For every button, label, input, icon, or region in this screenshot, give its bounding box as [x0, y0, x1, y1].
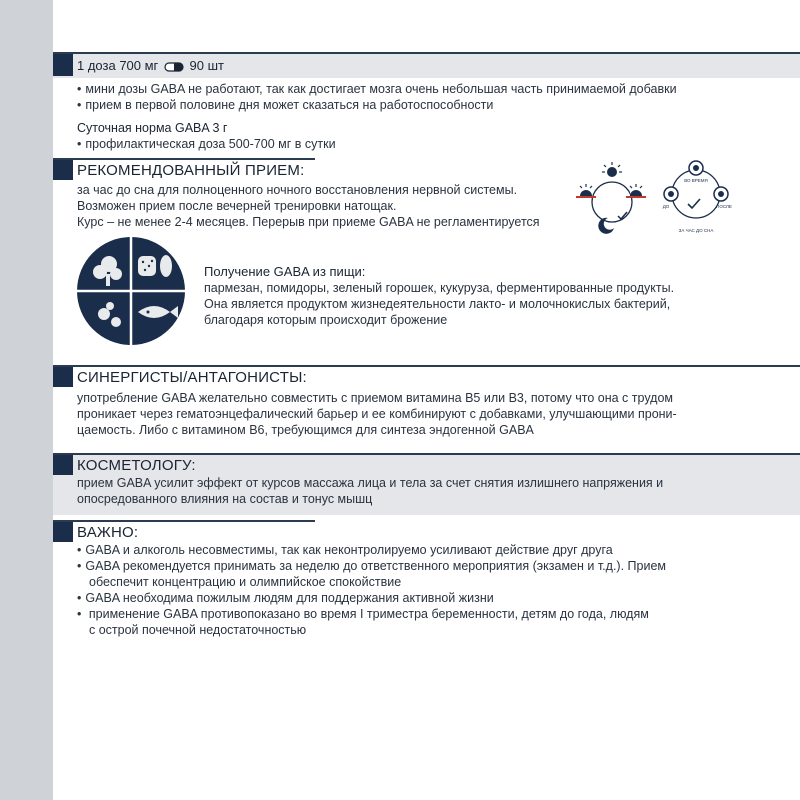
cosmetology-title: КОСМЕТОЛОГУ:	[77, 457, 196, 474]
meal-cycle-icon	[656, 156, 736, 241]
important-item-cont: с острой почечной недостаточностью	[89, 623, 307, 637]
important-item-cont: обеспечит концентрацию и олимпийское спокойствие	[89, 575, 402, 589]
dose-count: 90 шт	[189, 58, 225, 73]
cosmetology-line: прием GABA усилит эффект от курсов массажа лица и тела за счет снятия излишнего напряжения и	[77, 476, 664, 490]
left-sidebar-stripe	[0, 0, 53, 800]
important-item: • GABA и алкоголь несовместимы, так как неконтролируемо усиливают действие друг друга	[77, 542, 613, 558]
recommended-line: Курс – не менее 2-4 месяцев. Перерыв при приеме GABA не регламентируется	[77, 215, 540, 229]
recommended-line: за час до сна для полноценного ночного восстановления нервной системы.	[77, 183, 518, 197]
recommended-rule	[53, 158, 315, 160]
cosmetology-rule	[53, 453, 800, 455]
important-rule	[53, 520, 315, 522]
synergists-rule	[53, 365, 800, 367]
synergists-title: СИНЕРГИСТЫ/АНТАГОНИСТЫ:	[77, 369, 307, 386]
dose-tab	[53, 54, 73, 76]
cosmetology-line: опосредованного влияния на состав и тонус мышц	[77, 492, 373, 506]
synergists-line: проникает через гематоэнцефалический барьер и ее комбинируют с добавками, улучшающими прони-	[77, 407, 677, 421]
cosmetology-tab	[53, 455, 73, 475]
recommended-line: Возможен прием после вечерней тренировки натощак.	[77, 199, 397, 213]
dose-line	[77, 58, 224, 73]
important-item: • GABA необходима пожилым людям для поддержания активной жизни	[77, 590, 494, 606]
capsule-icon	[164, 62, 184, 72]
dose-amount: 1 доза 700 мг	[77, 58, 159, 73]
important-title: ВАЖНО:	[77, 524, 139, 541]
synergists-tab	[53, 367, 73, 387]
food-line: Она является продуктом жизнедеятельности лакто- и молочнокислых бактерий,	[204, 297, 671, 311]
meal-label-before: ДО	[662, 204, 670, 209]
food-title: Получение GABA из пищи:	[204, 264, 366, 279]
meal-label-before-sleep: ЗА ЧАС ДО СНА	[678, 228, 714, 233]
meal-label-during: ВО ВРЕМЯ	[684, 178, 708, 183]
dose-band-rule	[53, 52, 800, 54]
meal-label-after: ПОСЛЕ	[716, 204, 732, 209]
daily-norm-title: Суточная норма GABA 3 г	[77, 121, 228, 135]
day-cycle-icon	[572, 160, 652, 240]
important-tab	[53, 522, 73, 542]
synergists-line: цаемость. Либо с витамином B6, требующимся для синтеза эндогенной GABA	[77, 423, 534, 437]
dose-bullet: • мини дозы GABA не работают, так как достигает мозга очень небольшая часть принимаемой добавки	[77, 81, 677, 97]
recommended-title: РЕКОМЕНДОВАННЫЙ ПРИЕМ:	[77, 162, 305, 179]
daily-norm-bullet: • профилактическая доза 500-700 мг в сутки	[77, 136, 336, 152]
recommended-tab	[53, 160, 73, 180]
synergists-line: употребление GABA желательно совместить с приемом витамина B5 или B3, потому что она с трудом	[77, 391, 673, 405]
food-line: благодаря которым происходит брожение	[204, 313, 448, 327]
important-item: • применение GABA противопоказано во время I триместра беременности, детям до года, людям	[77, 606, 649, 622]
dose-bullet: • прием в первой половине дня может сказаться на работоспособности	[77, 97, 493, 113]
food-line: пармезан, помидоры, зеленый горошек, кукуруза, ферментированные продукты.	[204, 281, 675, 295]
important-item: • GABA рекомендуется принимать за неделю до ответственного мероприятия (экзамен и т.д.). Прием	[77, 558, 666, 574]
food-pie-icon	[76, 236, 186, 351]
